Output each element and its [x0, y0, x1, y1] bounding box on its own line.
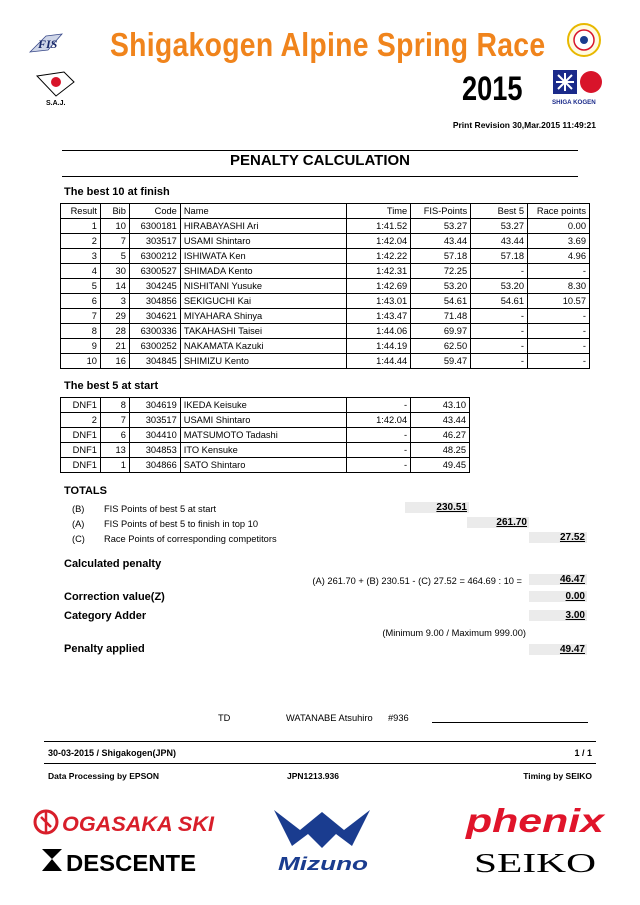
cell-bib: 5 — [100, 249, 129, 264]
event-year: 2015 — [462, 70, 523, 108]
cell-time: - — [347, 443, 411, 458]
cell-bib: 3 — [100, 294, 129, 309]
cell-time: 1:42.31 — [347, 264, 411, 279]
footer-data-processing: Data Processing by EPSON — [48, 771, 160, 781]
totals-b-text: FIS Points of best 5 at start — [104, 504, 217, 514]
svg-text:SHIGA KOGEN: SHIGA KOGEN — [552, 99, 596, 106]
cell-result: 7 — [61, 309, 101, 324]
cell-result: 2 — [61, 413, 101, 428]
column-header-race-points: Race points — [528, 204, 590, 219]
cell-name: IKEDA Keisuke — [180, 398, 347, 413]
mizuno-logo — [270, 808, 374, 874]
penalty-applied-label: Penalty applied — [64, 643, 145, 655]
footer-timing: Timing by SEIKO — [523, 771, 592, 781]
svg-text:DESCENTE: DESCENTE — [66, 850, 196, 876]
totals-heading: TOTALS — [64, 485, 107, 497]
cell-time: 1:44.44 — [347, 354, 411, 369]
cell-race-points: - — [528, 324, 590, 339]
cell-code: 303517 — [129, 413, 180, 428]
cell-bib: 8 — [100, 398, 129, 413]
penalty-value: 46.47 — [529, 574, 587, 585]
column-header-bib: Bib — [100, 204, 129, 219]
top-divider — [62, 150, 578, 151]
cell-code: 6300212 — [129, 249, 180, 264]
cell-name: NISHITANI Yusuke — [180, 279, 347, 294]
cell-race-points: - — [528, 339, 590, 354]
totals-a-label: (A) — [72, 519, 85, 529]
cell-race-points: 4.96 — [528, 249, 590, 264]
cell-name: ISHIWATA Ken — [180, 249, 347, 264]
cell-race-points: - — [528, 309, 590, 324]
cell-name: SATO Shintaro — [180, 458, 347, 473]
cell-fis-points: 48.25 — [411, 443, 470, 458]
title-divider — [62, 176, 578, 177]
cell-bib: 7 — [100, 234, 129, 249]
seiko-logo-graphic — [472, 846, 600, 878]
cell-fis-points: 72.25 — [411, 264, 471, 279]
cell-time: 1:42.22 — [347, 249, 411, 264]
cell-result: 3 — [61, 249, 101, 264]
cell-time: 1:44.19 — [347, 339, 411, 354]
cell-result: 2 — [61, 234, 101, 249]
cell-fis-points: 43.44 — [411, 234, 471, 249]
column-header-result: Result — [61, 204, 101, 219]
document-title: PENALTY CALCULATION — [230, 152, 410, 169]
mizuno-logo-graphic — [270, 808, 374, 874]
svg-text:SEIKO: SEIKO — [474, 848, 596, 878]
cell-best5: 43.44 — [471, 234, 528, 249]
table-row — [61, 264, 590, 279]
cell-time: - — [347, 458, 411, 473]
cell-race-points: 0.00 — [528, 219, 590, 234]
cell-result: DNF1 — [61, 398, 101, 413]
totals-b-value: 230.51 — [405, 502, 469, 513]
cell-name: NAKAMATA Kazuki — [180, 339, 347, 354]
cell-name: MATSUMOTO Tadashi — [180, 428, 347, 443]
totals-c-text: Race Points of corresponding competitors — [104, 534, 277, 544]
cell-fis-points: 53.27 — [411, 219, 471, 234]
cell-name: ITO Kensuke — [180, 443, 347, 458]
cell-name: SEKIGUCHI Kai — [180, 294, 347, 309]
cell-code: 304866 — [129, 458, 180, 473]
table-row — [61, 294, 590, 309]
shiga-kogen-graphic — [551, 68, 605, 106]
fis-logo-graphic — [28, 30, 72, 56]
cell-result: 1 — [61, 219, 101, 234]
event-title: Shigakogen Alpine Spring Race — [110, 26, 546, 63]
cell-best5: - — [471, 354, 528, 369]
totals-a-text: FIS Points of best 5 to finish in top 10 — [104, 519, 259, 529]
cell-fis-points: 43.10 — [411, 398, 470, 413]
table-row — [61, 234, 590, 249]
table-row — [61, 458, 470, 473]
table-row — [61, 219, 590, 234]
td-number: #936 — [388, 713, 409, 723]
cell-code: 6300336 — [129, 324, 180, 339]
column-header-fis-points: FIS-Points — [411, 204, 471, 219]
sponsor-emblem — [566, 22, 602, 58]
cell-bib: 14 — [100, 279, 129, 294]
svg-text:S.A.J.: S.A.J. — [46, 100, 66, 107]
cell-best5: - — [471, 339, 528, 354]
cell-fis-points: 54.61 — [411, 294, 471, 309]
phenix-logo — [464, 800, 608, 842]
cell-name: MIYAHARA Shinya — [180, 309, 347, 324]
cell-fis-points: 59.47 — [411, 354, 471, 369]
cell-bib: 30 — [100, 264, 129, 279]
cell-bib: 21 — [100, 339, 129, 354]
saj-logo — [34, 70, 76, 108]
min-max-note: (Minimum 9.00 / Maximum 999.00) — [382, 628, 526, 638]
cell-time: - — [347, 398, 411, 413]
cell-name: SHIMIZU Kento — [180, 354, 347, 369]
fis-logo — [28, 30, 72, 56]
cell-result: DNF1 — [61, 443, 101, 458]
seiko-logo — [472, 846, 600, 878]
cell-time: 1:44.06 — [347, 324, 411, 339]
cell-bib: 28 — [100, 324, 129, 339]
table-row — [61, 339, 590, 354]
cell-bib: 1 — [100, 458, 129, 473]
cell-name: USAMI Shintaro — [180, 413, 347, 428]
table-row — [61, 354, 590, 369]
cell-code: 304853 — [129, 443, 180, 458]
cell-code: 6300181 — [129, 219, 180, 234]
table-row — [61, 249, 590, 264]
cell-fis-points: 46.27 — [411, 428, 470, 443]
shiga-kogen-logo — [551, 68, 605, 106]
category-adder-value: 3.00 — [529, 610, 587, 621]
calculated-penalty-label: Calculated penalty — [64, 558, 162, 570]
cell-time: 1:41.52 — [347, 219, 411, 234]
cell-time: - — [347, 428, 411, 443]
cell-code: 304619 — [129, 398, 180, 413]
cell-fis-points: 57.18 — [411, 249, 471, 264]
signature-line — [432, 722, 588, 723]
cell-bib: 10 — [100, 219, 129, 234]
cell-race-points: 3.69 — [528, 234, 590, 249]
print-revision: Print Revision 30,Mar.2015 11:49:21 — [452, 120, 596, 130]
cell-race-points: - — [528, 354, 590, 369]
td-label: TD — [218, 713, 231, 723]
cell-code: 304245 — [129, 279, 180, 294]
svg-text:OGASAKA SKI: OGASAKA SKI — [62, 813, 216, 836]
cell-best5: - — [471, 264, 528, 279]
totals-c-value: 27.52 — [529, 532, 587, 543]
cell-name: TAKAHASHI Taisei — [180, 324, 347, 339]
table-row — [61, 324, 590, 339]
cell-code: 6300527 — [129, 264, 180, 279]
cell-time: 1:42.04 — [347, 413, 411, 428]
column-header-best5: Best 5 — [471, 204, 528, 219]
footer-page: 1 / 1 — [574, 748, 592, 758]
best5-heading: The best 5 at start — [64, 380, 159, 392]
td-name: WATANABE Atsuhiro — [286, 713, 373, 723]
footer-top-divider — [44, 741, 596, 742]
svg-text:Mizuno: Mizuno — [278, 854, 369, 874]
cell-race-points: 8.30 — [528, 279, 590, 294]
cell-time: 1:42.04 — [347, 234, 411, 249]
correction-label: Correction value(Z) — [64, 591, 165, 603]
cell-code: 304856 — [129, 294, 180, 309]
cell-result: 9 — [61, 339, 101, 354]
cell-fis-points: 53.20 — [411, 279, 471, 294]
cell-best5: 53.20 — [471, 279, 528, 294]
table-row — [61, 413, 470, 428]
cell-fis-points: 69.97 — [411, 324, 471, 339]
ogasaka-logo-graphic — [32, 806, 222, 838]
descente-logo-graphic — [40, 845, 200, 877]
table-row — [61, 443, 470, 458]
cell-best5: - — [471, 324, 528, 339]
column-header-name: Name — [180, 204, 347, 219]
table-row — [61, 279, 590, 294]
cell-best5: 57.18 — [471, 249, 528, 264]
saj-logo-graphic — [34, 70, 76, 108]
penalty-applied-value: 49.47 — [529, 644, 587, 655]
cell-fis-points: 62.50 — [411, 339, 471, 354]
cell-code: 303517 — [129, 234, 180, 249]
cell-result: 4 — [61, 264, 101, 279]
table-row — [61, 309, 590, 324]
cell-result: DNF1 — [61, 458, 101, 473]
table-row — [61, 428, 470, 443]
cell-bib: 13 — [100, 443, 129, 458]
column-header-time: Time — [347, 204, 411, 219]
cell-result: 8 — [61, 324, 101, 339]
cell-name: HIRABAYASHI Ari — [180, 219, 347, 234]
best5-table — [60, 397, 470, 473]
cell-time: 1:43.47 — [347, 309, 411, 324]
cell-bib: 6 — [100, 428, 129, 443]
cell-code: 6300252 — [129, 339, 180, 354]
cell-best5: 54.61 — [471, 294, 528, 309]
cell-best5: 53.27 — [471, 219, 528, 234]
penalty-formula: (A) 261.70 + (B) 230.51 - (C) 27.52 = 464.69 : 10 = — [312, 576, 522, 586]
cell-best5: - — [471, 309, 528, 324]
cell-name: SHIMADA Kento — [180, 264, 347, 279]
svg-text:FIS: FIS — [38, 37, 58, 51]
cell-result: 10 — [61, 354, 101, 369]
phenix-logo-graphic — [464, 800, 608, 842]
table-row — [61, 398, 470, 413]
best10-table — [60, 203, 590, 369]
cell-bib: 16 — [100, 354, 129, 369]
best10-heading: The best 10 at finish — [64, 186, 170, 198]
totals-c-label: (C) — [72, 534, 85, 544]
ogasaka-logo — [32, 806, 222, 838]
cell-name: USAMI Shintaro — [180, 234, 347, 249]
totals-b-label: (B) — [72, 504, 85, 514]
table-header-row — [61, 204, 590, 219]
descente-logo — [40, 845, 200, 877]
cell-result: DNF1 — [61, 428, 101, 443]
totals-a-value: 261.70 — [467, 517, 529, 528]
cell-fis-points: 43.44 — [411, 413, 470, 428]
emblem-icon — [566, 22, 602, 58]
cell-fis-points: 49.45 — [411, 458, 470, 473]
cell-code: 304410 — [129, 428, 180, 443]
correction-value: 0.00 — [529, 591, 587, 602]
category-adder-label: Category Adder — [64, 610, 147, 622]
footer-code: JPN1213.936 — [287, 771, 339, 781]
cell-code: 304845 — [129, 354, 180, 369]
column-header-code: Code — [129, 204, 180, 219]
cell-bib: 29 — [100, 309, 129, 324]
cell-time: 1:43.01 — [347, 294, 411, 309]
cell-fis-points: 71.48 — [411, 309, 471, 324]
svg-text:phenix: phenix — [464, 802, 607, 839]
cell-bib: 7 — [100, 413, 129, 428]
cell-result: 6 — [61, 294, 101, 309]
footer-mid-divider — [44, 763, 596, 764]
cell-race-points: 10.57 — [528, 294, 590, 309]
cell-race-points: - — [528, 264, 590, 279]
cell-result: 5 — [61, 279, 101, 294]
cell-time: 1:42.69 — [347, 279, 411, 294]
cell-code: 304621 — [129, 309, 180, 324]
footer-date-place: 30-03-2015 / Shigakogen(JPN) — [48, 748, 177, 758]
